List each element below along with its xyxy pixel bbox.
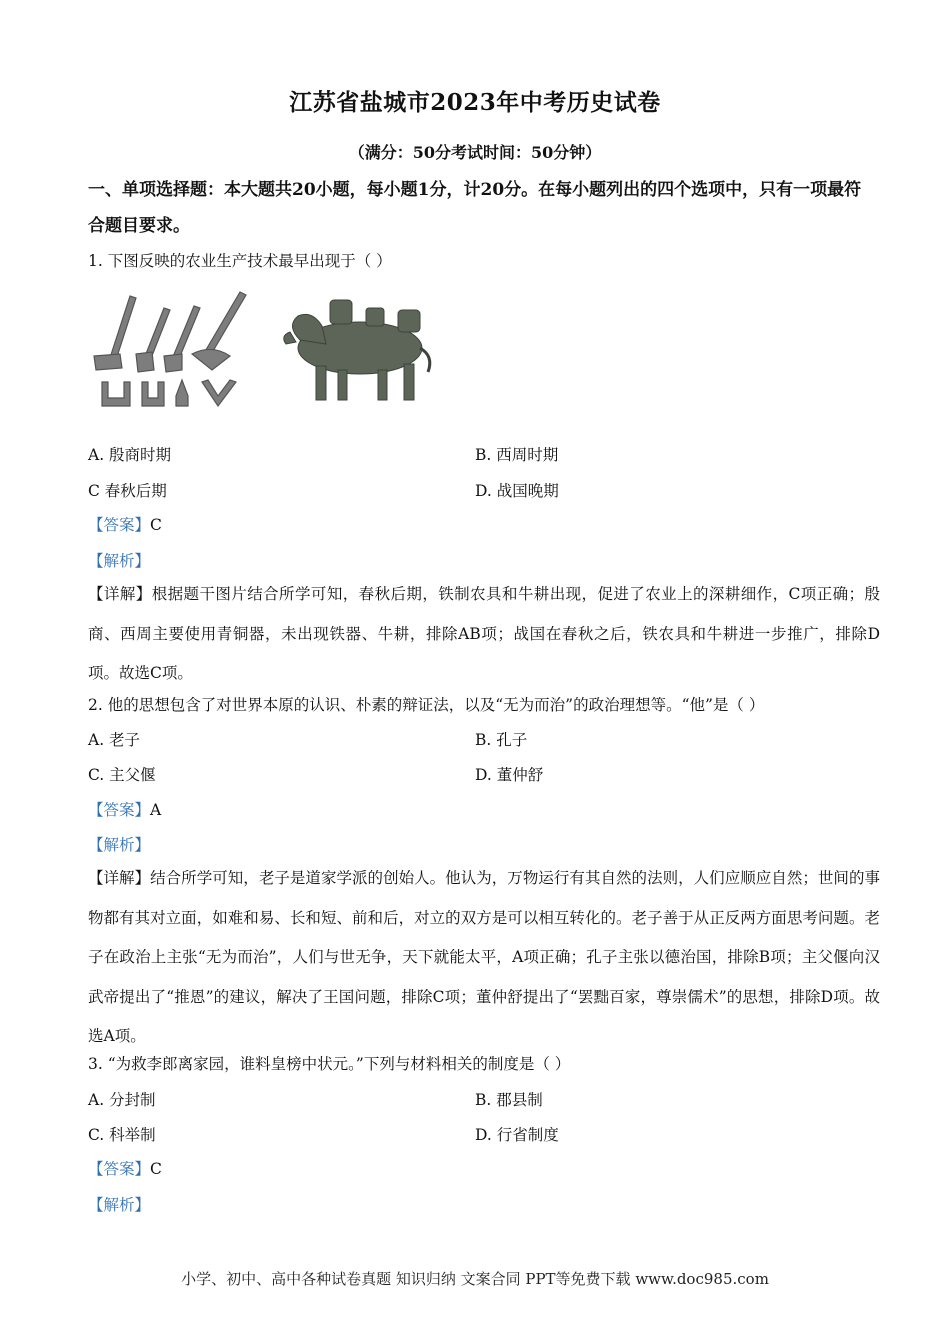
q1-answer-line xyxy=(88,514,878,536)
q3-stem: 3. “为救李郎离家园，谁料皇榜中状元。”下列与材料相关的制度是（ ） xyxy=(88,1055,571,1073)
q1-analysis-line xyxy=(88,550,878,572)
page-footer: 小学、初中、高中各种试卷真题 知识归纳 文案合同 PPT等免费下载 www.doc985.com xyxy=(181,1270,769,1288)
q1-detail xyxy=(88,575,880,694)
q2-option-b: B. 孔子 xyxy=(475,731,528,749)
q1-option-c: C 春秋后期 xyxy=(88,482,167,500)
q2-analysis-line xyxy=(88,834,878,856)
analysis-tag: 【解析】 xyxy=(88,1196,151,1214)
section-heading: 一、单项选择题：本大题共20小题，每小题1分，计20分。在每小题列出的四个选项中，只有一项最符合题目要求。 xyxy=(88,180,862,236)
page-subtitle: （满分：50分考试时间：50分钟） xyxy=(348,143,602,162)
bronze-ox-image xyxy=(284,300,430,400)
q3-analysis-line xyxy=(88,1194,878,1216)
q1-option-d: D. 战国晚期 xyxy=(475,482,559,500)
iron-farm-tools-image xyxy=(94,292,246,406)
detail-tag: 【详解】 xyxy=(88,869,151,887)
q2-stem: 2. 他的思想包含了对世界本原的认识、朴素的辩证法，以及“无为而治”的政治理想等。“他”是（ ） xyxy=(88,696,765,714)
q3-answer-line xyxy=(88,1158,878,1180)
q2-option-a: A. 老子 xyxy=(88,731,141,749)
analysis-tag: 【解析】 xyxy=(88,552,151,570)
q1-stem: 1. 下图反映的农业生产技术最早出现于（ ） xyxy=(88,252,392,270)
answer-tag: 【答案】 xyxy=(88,1160,151,1178)
q1-answer: C xyxy=(150,516,162,534)
q2-option-c: C. 主父偃 xyxy=(88,766,156,784)
q2-detail-text: 结合所学可知，老子是道家学派的创始人。他认为，万物运行有其自然的法则，人们应顺应自然；世间的事物都有其对立面，如难和易、长和短、前和后，对立的双方是可以相互转化的。老子善于从正反两方面思考问题。老子在政治上主张“无为而治”，人们与世无争，天下就能太平，A项正确；孔子主张以德治国，排除B项；主父偃向汉武帝提出了“推恩”的建议，解决了王国问题，排除C项；董仲舒提出了“罢黜百家，尊崇儒术”的思想，排除D项。故选A项。 xyxy=(88,869,880,1046)
q2-answer-line xyxy=(88,799,878,821)
q1-detail-text: 根据题干图片结合所学可知，春秋后期，铁制农具和牛耕出现，促进了农业上的深耕细作，C项正确；殷商、西周主要使用青铜器，未出现铁器、牛耕，排除AB项；战国在春秋之后，铁农具和牛耕进一步推广，排除D项。故选C项。 xyxy=(88,585,880,683)
analysis-tag: 【解析】 xyxy=(88,836,151,854)
q2-option-d: D. 董仲舒 xyxy=(475,766,544,784)
q2-detail xyxy=(88,859,880,1057)
q1-figure-iron-tools-and-ox-bronze xyxy=(90,286,450,416)
q3-option-b: B. 郡县制 xyxy=(475,1091,543,1109)
q1-option-a: A. 殷商时期 xyxy=(88,446,172,464)
q3-option-a: A. 分封制 xyxy=(88,1091,156,1109)
q3-option-d: D. 行省制度 xyxy=(475,1126,559,1144)
page-title: 江苏省盐城市2023年中考历史试卷 xyxy=(289,89,661,116)
q1-option-b: B. 西周时期 xyxy=(475,446,559,464)
answer-tag: 【答案】 xyxy=(88,516,151,534)
q3-option-c: C. 科举制 xyxy=(88,1126,156,1144)
q2-answer: A xyxy=(150,801,162,819)
answer-tag: 【答案】 xyxy=(88,801,151,819)
detail-tag: 【详解】 xyxy=(88,585,152,603)
q3-answer: C xyxy=(150,1160,162,1178)
